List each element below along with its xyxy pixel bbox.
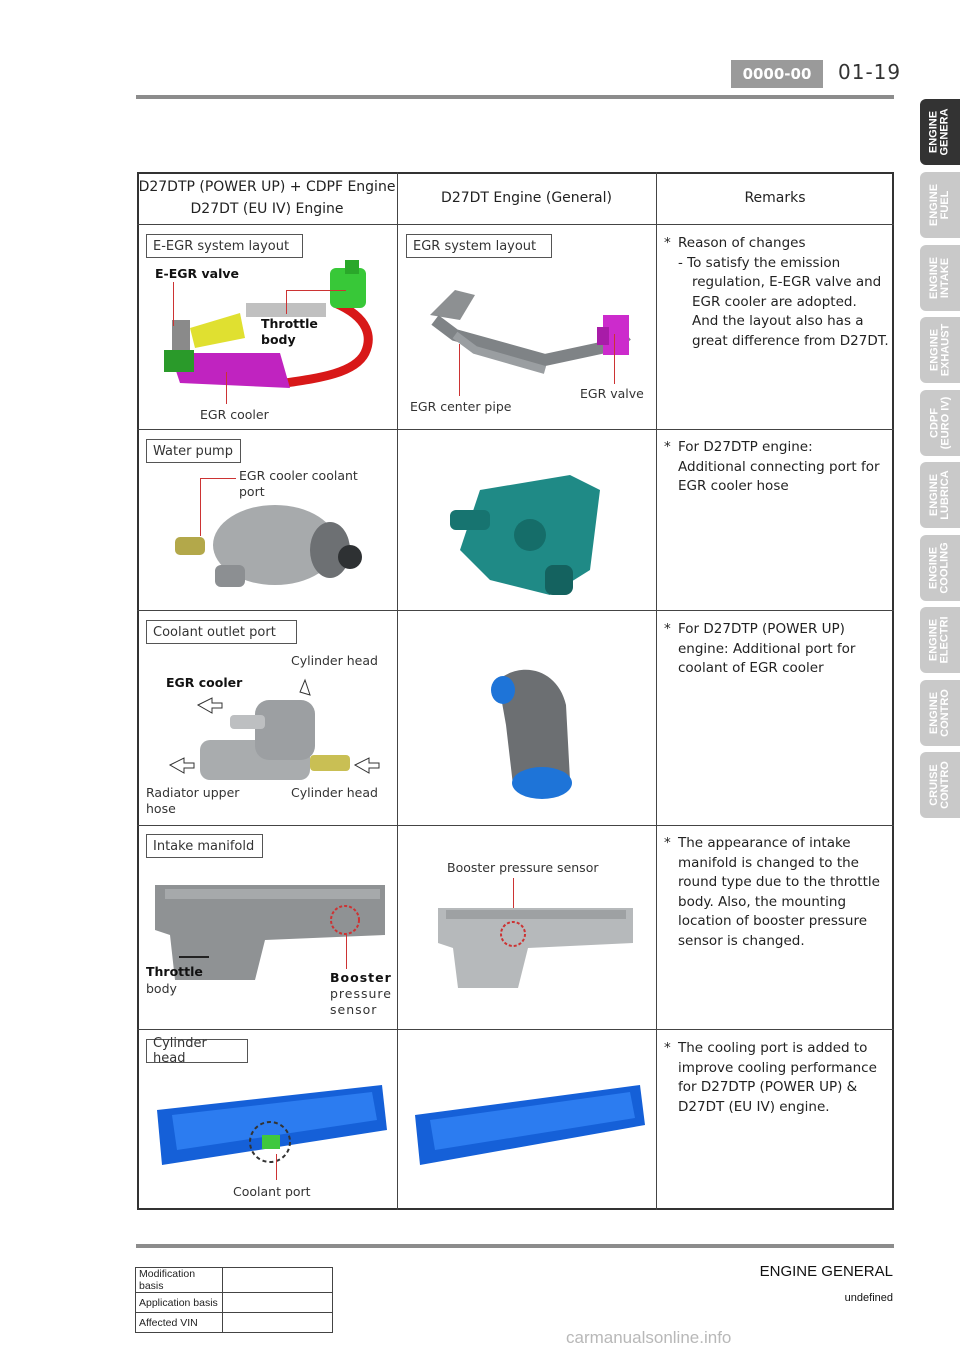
callout-line	[226, 372, 227, 404]
e-egr-valve-label: E-EGR valve	[155, 266, 239, 281]
throttle-body-label: Throttle body	[261, 316, 318, 347]
side-tab-label: ENGINE FUEL	[928, 183, 951, 227]
side-tab-9[interactable]	[920, 752, 960, 818]
radiator-upper-hose-label: Radiator upper hose	[146, 785, 240, 816]
table-row-divider	[137, 1029, 894, 1030]
side-tab-label: ENGINE CONTRO	[928, 689, 952, 737]
egr-valve-label: EGR valve	[580, 386, 644, 401]
throttle-body-label-row4: Throttle	[146, 964, 203, 979]
side-tab-7[interactable]	[920, 607, 960, 673]
col2-header: D27DT Engine (General)	[441, 190, 612, 206]
throttle-body-sub-label: body	[146, 981, 177, 996]
side-tab-0[interactable]	[920, 99, 960, 165]
water-pump-d27dt-illustration	[450, 470, 615, 600]
callout-line	[614, 334, 615, 384]
remark-row4: * The appearance of intake manifold is changed to the round type due to the throttle body. Also, the mounting location of booster pressure sensor is changed.	[664, 835, 880, 949]
arrow-line	[179, 956, 209, 958]
side-tab-4[interactable]	[920, 390, 960, 456]
cylinder-head-top-label: Cylinder head	[291, 653, 378, 668]
side-tab-label: ENGINE ELECTRI	[928, 616, 951, 664]
water-pump-illustration	[165, 495, 375, 595]
mod-row-label: Modification basis	[136, 1268, 223, 1293]
callout-line	[286, 290, 287, 314]
side-tab-label: ENGINE COOLING	[928, 542, 951, 594]
callout-line	[346, 935, 347, 969]
mod-row-label: Affected VIN	[136, 1313, 223, 1333]
side-tab-label: ENGINE GENERA	[928, 108, 951, 156]
section-code-badge: 0000-00	[731, 60, 823, 88]
table-column-divider	[397, 172, 398, 1210]
coolant-outlet-d27dt-illustration	[478, 655, 588, 805]
remark-row1: * Reason of changes - To satisfy the emission regulation, E-EGR valve and EGR cooler are adopted. And the layout also has a great difference from D27DT.	[664, 235, 889, 349]
remark-row5: * The cooling port is added to improve cooling performance for D27DTP (POWER UP) & D27DT (EU IV) engine.	[664, 1040, 877, 1115]
cylinder-head-bottom-label: Cylinder head	[291, 785, 378, 800]
table-row-divider	[137, 224, 894, 225]
mod-row-value	[223, 1293, 333, 1313]
callout-line	[459, 344, 460, 396]
side-tab-label: ENGINE LUBRICA	[928, 470, 951, 520]
table-column-divider	[656, 172, 657, 1210]
egr-layout-label-d27dt: EGR system layout	[406, 234, 552, 258]
cylinder-head-d27dt-illustration	[410, 1070, 650, 1170]
modification-table	[135, 1267, 333, 1333]
callout-line	[200, 478, 236, 479]
coolant-outlet-illustration	[160, 670, 380, 785]
egr-center-pipe-label: EGR center pipe	[410, 399, 512, 414]
booster-pressure-sensor-label: Booster pressure sensor	[330, 970, 392, 1017]
side-tab-5[interactable]	[920, 462, 960, 528]
side-tab-label: CDPF (EURO IV)	[928, 396, 951, 450]
intake-manifold-d27dt-illustration	[418, 898, 638, 993]
col1-header: D27DTP (POWER UP) + CDPF Engine D27DT (EU IV) Engine	[138, 179, 396, 217]
footer-section-title: ENGINE GENERAL	[759, 1263, 893, 1280]
side-tab-label: CRUISE CONTRO	[928, 761, 952, 809]
side-tab-label: ENGINE INTAKE	[928, 256, 951, 300]
side-tab-6[interactable]	[920, 535, 960, 601]
page-number: 01-19	[838, 60, 902, 84]
coolant-port-label: Coolant port	[233, 1184, 311, 1199]
remark-row3: * For D27DTP (POWER UP) engine: Additional port for coolant of EGR cooler	[664, 621, 856, 676]
side-tab-8[interactable]	[920, 680, 960, 746]
egr-system-illustration	[415, 275, 645, 385]
callout-line	[286, 290, 346, 291]
side-tab-2[interactable]	[920, 245, 960, 311]
watermark: carmanualsonline.info	[566, 1328, 732, 1347]
side-tab-label: ENGINE EXHAUST	[928, 323, 951, 377]
egr-cooler-label-row3: EGR cooler	[166, 675, 243, 690]
coolant-outlet-port-label: Coolant outlet port	[146, 620, 297, 644]
remark-row2: * For D27DTP engine: Additional connecting port for EGR cooler hose	[664, 439, 880, 494]
table-row-divider	[137, 825, 894, 826]
cylinder-head-illustration	[152, 1070, 392, 1185]
footer-subtitle: undefined	[844, 1292, 893, 1304]
top-divider	[136, 95, 894, 99]
booster-pressure-sensor-label-d27dt: Booster pressure sensor	[447, 860, 599, 875]
mod-row-value	[223, 1268, 333, 1293]
egr-cooler-label: EGR cooler	[200, 407, 269, 422]
intake-manifold-label: Intake manifold	[146, 834, 263, 858]
mod-row-value	[223, 1313, 333, 1333]
callout-line	[276, 1154, 277, 1180]
bottom-divider	[136, 1244, 894, 1248]
cylinder-head-label: Cylinder head	[146, 1039, 248, 1063]
water-pump-label: Water pump	[146, 439, 241, 463]
table-row-divider	[137, 429, 894, 430]
mod-row-label: Application basis	[136, 1293, 223, 1313]
egr-cooler-coolant-port-label: EGR cooler coolant port	[239, 468, 358, 499]
side-tab-3[interactable]	[920, 317, 960, 383]
side-tab-1[interactable]	[920, 172, 960, 238]
callout-line	[173, 282, 174, 326]
table-row-divider	[137, 610, 894, 611]
egr-layout-label: E-EGR system layout	[146, 234, 303, 258]
col3-header: Remarks	[744, 190, 806, 206]
